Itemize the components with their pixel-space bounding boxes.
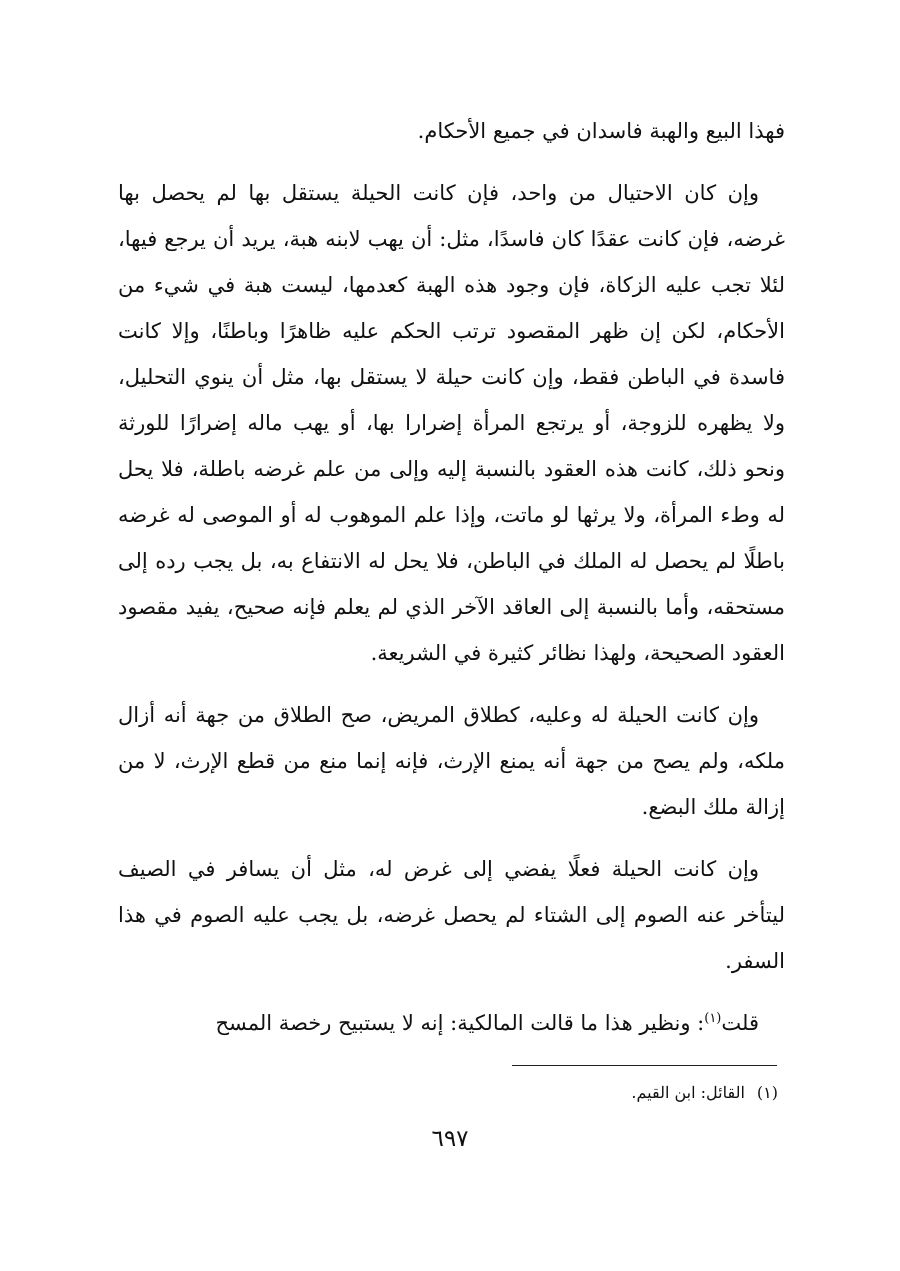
footnote-reference: (١) — [704, 1011, 722, 1026]
paragraph-5-text: : ونظير هذا ما قالت المالكية: إنه لا يستبيح رخصة المسح — [215, 1011, 705, 1035]
paragraph-5 — [118, 1000, 785, 1046]
paragraph-5-lead: قلت — [721, 1011, 759, 1035]
main-text — [118, 108, 785, 1046]
footnote — [300, 1080, 778, 1106]
footnote-marker: (١) — [756, 1083, 778, 1102]
footnote-divider — [512, 1065, 777, 1066]
paragraph-1: فهذا البيع والهبة فاسدان في جميع الأحكام. — [417, 119, 785, 143]
paragraph-2: وإن كان الاحتيال من واحد، فإن كانت الحيلة يستقل بها لم يحصل بها غرضه، فإن كانت عقدًا كان فاسدًا، مثل: أن يهب لابنه هبة، يريد أن يرجع فيها، لئلا تجب عليه الزكاة، فإن وجود هذه الهبة كعدمها، ليست هبة في شيء من الأحكام، لكن إن ظهر المقصود ترتب الحكم عليه ظاهرًا وباطنًا، وإلا كانت فاسدة في الباطن فقط، وإن كانت حيلة لا يستقل بها، مثل أن ينوي التحليل، ولا يظهره للزوجة، أو يرتجع المرأة إضرارا بها، أو يهب ماله إضرارًا للورثة ونحو ذلك، كانت هذه العقود بالنسبة إليه وإلى من علم غرضه باطلة، فلا يحل له وطء المرأة، ولا يرثها لو ماتت، وإذا علم الموهوب له أو الموصى له غرضه باطلًا لم يحصل له الملك في الباطن، فلا يحل له الانتفاع به، بل يجب رده إلى مستحقه، وأما بالنسبة إلى العاقد الآخر الذي لم يعلم فإنه صحيح، يفيد مقصود العقود الصحيحة، ولهذا نظائر كثيرة في الشريعة. — [118, 181, 785, 665]
paragraph-4: وإن كانت الحيلة فعلًا يفضي إلى غرض له، مثل أن يسافر في الصيف ليتأخر عنه الصوم إلى الشتاء لم يحصل غرضه، بل يجب عليه الصوم في هذا السفر. — [118, 857, 785, 973]
page-number: ٦٩٧ — [431, 1126, 469, 1152]
footnote-text: القائل: ابن القيم. — [631, 1083, 745, 1102]
paragraph-3: وإن كانت الحيلة له وعليه، كطلاق المريض، صح الطلاق من جهة أنه أزال ملكه، ولم يصح من جهة أنه يمنع الإرث، فإنه إنما منع من قطع الإرث، لا من إزالة ملك البضع. — [118, 703, 785, 819]
